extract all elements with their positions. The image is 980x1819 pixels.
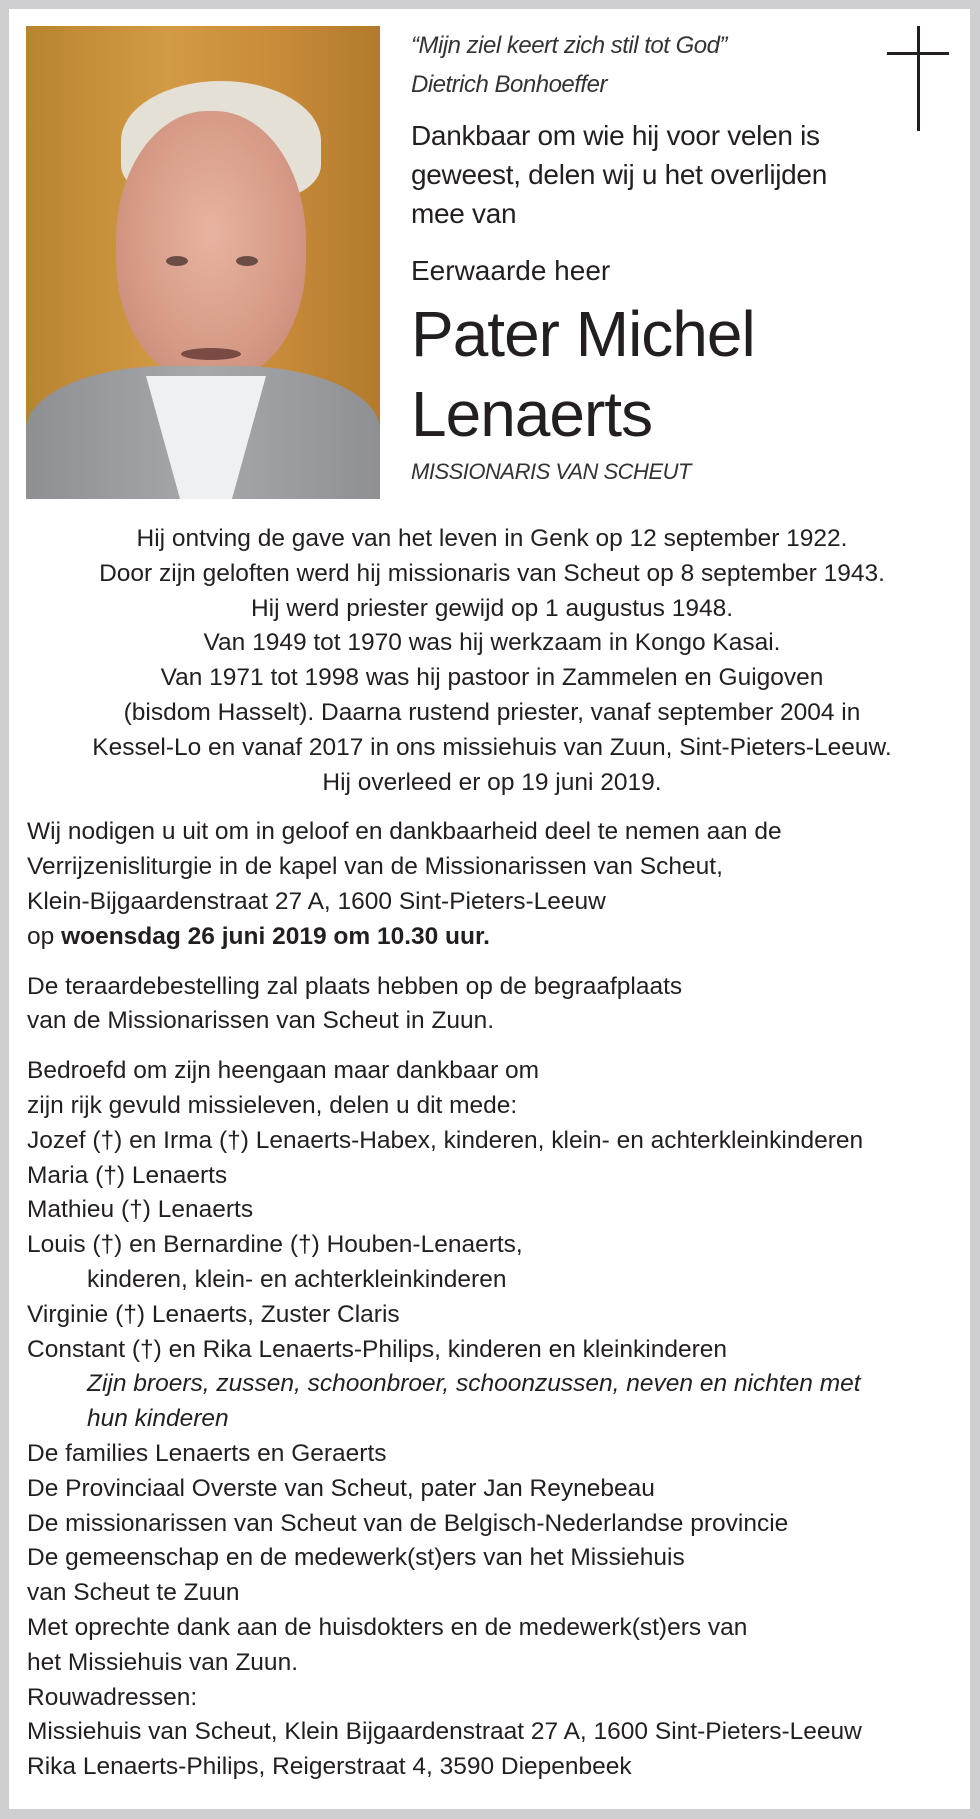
name-line: Lenaerts <box>411 378 653 450</box>
mourner-line: De Provinciaal Overste van Scheut, pater Jan Reynebeau <box>27 1474 655 1502</box>
biography-line: Van 1949 tot 1970 was hij werkzaam in Kongo Kasai. <box>203 629 781 657</box>
mourner-line: zijn rijk gevuld missieleven, delen u dit mede: <box>27 1091 518 1119</box>
mourner-line: Constant (†) en Rika Lenaerts-Philips, kinderen en kleinkinderen <box>27 1335 727 1363</box>
mourner-line: Bedroefd om zijn heengaan maar dankbaar om <box>27 1057 540 1085</box>
mourner-line: het Missiehuis van Zuun. <box>27 1648 298 1676</box>
mourner-line: Louis (†) en Bernardine (†) Houben-Lenaerts, <box>27 1231 523 1259</box>
mourner-line: Missiehuis van Scheut, Klein Bijgaardenstraat 27 A, 1600 Sint-Pieters-Leeuw <box>27 1718 862 1746</box>
body-text <box>27 522 957 1785</box>
biography-line: Hij werd priester gewijd op 1 augustus 1948. <box>250 594 734 622</box>
biography-line: Hij ontving de gave van het leven in Genk op 12 september 1922. <box>136 525 848 552</box>
mourner-line: Jozef (†) en Irma (†) Lenaerts-Habex, kinderen, klein- en achterkleinkinderen <box>27 1126 864 1154</box>
deceased-name <box>411 294 931 454</box>
mourners-list <box>27 1054 957 1785</box>
invitation <box>27 815 957 954</box>
mourner-line: hun kinderen <box>87 1405 229 1433</box>
intro-line: Dankbaar om wie hij voor velen is <box>411 120 820 151</box>
date-prefix: op <box>27 922 62 950</box>
mourner-line: De gemeenschap en de medewerk(st)ers van het Missiehuis <box>27 1544 685 1572</box>
intro-line: mee van <box>411 198 517 229</box>
subtitle: MISSIONARIS VAN SCHEUT <box>411 459 691 484</box>
photo-eye <box>166 256 188 266</box>
quote-text: “Mijn ziel keert zich stil tot God” <box>411 32 727 59</box>
mourner-line: Zijn broers, zussen, schoonbroer, schoonzussen, neven en nichten met <box>87 1370 861 1398</box>
biography-line: Van 1971 tot 1998 was hij pastoor in Zammelen en Guigoven <box>160 664 824 692</box>
photo-face <box>116 111 306 381</box>
biography-line: Kessel-Lo en vanaf 2017 in ons missiehuis van Zuun, Sint-Pieters-Leeuw. <box>92 733 892 761</box>
photo-eye <box>236 256 258 266</box>
name-line: Pater Michel <box>411 298 755 370</box>
mourner-line: van Scheut te Zuun <box>27 1579 240 1607</box>
photo-mouth <box>181 348 241 360</box>
biography <box>27 522 957 800</box>
intro <box>411 116 931 233</box>
biography-line: (bisdom Hasselt). Daarna rustend priester, vanaf september 2004 in <box>123 698 861 726</box>
invitation-line: Wij nodigen u uit om in geloof en dankbaarheid deel te nemen aan de <box>27 818 782 846</box>
mourner-line: De families Lenaerts en Geraerts <box>27 1439 387 1467</box>
quote-author: Dietrich Bonhoeffer <box>411 71 607 98</box>
invitation-date-line <box>27 920 957 955</box>
service-date: woensdag 26 juni 2019 om 10.30 uur. <box>61 922 490 950</box>
burial-line: van de Missionarissen van Scheut in Zuun. <box>27 1007 495 1035</box>
mourner-line: De missionarissen van Scheut van de Belgisch-Nederlandse provincie <box>27 1509 789 1537</box>
burial <box>27 970 957 1040</box>
mourner-line: Mathieu (†) Lenaerts <box>27 1196 254 1224</box>
mourner-line: Virginie (†) Lenaerts, Zuster Claris <box>27 1300 400 1328</box>
invitation-line: Verrijzenisliturgie in de kapel van de Missionarissen van Scheut, <box>27 853 723 881</box>
mourner-line: Met oprechte dank aan de huisdokters en de medewerk(st)ers van <box>27 1613 748 1641</box>
header-text <box>411 26 931 488</box>
mourner-line: Maria (†) Lenaerts <box>27 1161 228 1189</box>
portrait-photo <box>26 26 380 499</box>
quote <box>411 26 931 104</box>
burial-line: De teraardebestelling zal plaats hebben op de begraafplaats <box>27 972 683 1000</box>
mourner-line: Rika Lenaerts-Philips, Reigerstraat 4, 3590 Diepenbeek <box>27 1753 632 1781</box>
mourner-line: kinderen, klein- en achterkleinkinderen <box>87 1265 507 1293</box>
mourner-line: Rouwadressen: <box>27 1683 198 1711</box>
invitation-line: Klein-Bijgaardenstraat 27 A, 1600 Sint-Pieters-Leeuw <box>27 887 606 915</box>
biography-line: Door zijn geloften werd hij missionaris van Scheut op 8 september 1943. <box>99 559 885 587</box>
intro-line: geweest, delen wij u het overlijden <box>411 159 827 190</box>
honorific: Eerwaarde heer <box>411 255 611 286</box>
biography-line: Hij overleed er op 19 juni 2019. <box>322 768 662 796</box>
